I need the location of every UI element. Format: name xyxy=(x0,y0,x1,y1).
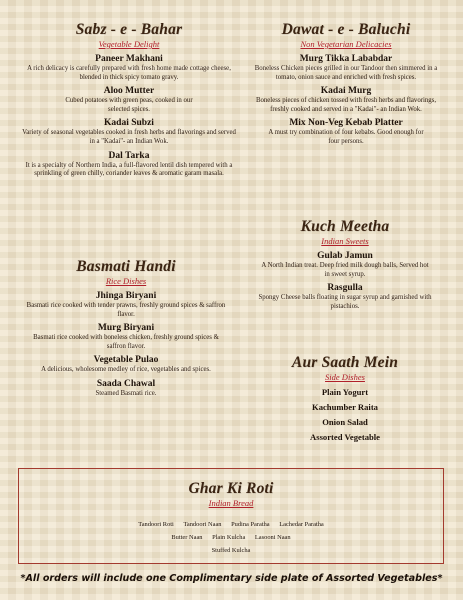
bread-row xyxy=(19,531,443,544)
bread-row xyxy=(19,544,443,557)
item-name: Vegetable Pulao xyxy=(93,355,159,366)
item-desc: Spongy Cheese balls floating in sugar syrup and garnished with pistachios. xyxy=(258,294,432,310)
section-title: Ghar Ki Roti xyxy=(188,480,274,497)
menu-item xyxy=(246,53,446,82)
item-desc: Basmati rice cooked with tender prawns, freshly ground spices & saffron flavor. xyxy=(26,302,226,318)
bread-item: Tandoori Naan xyxy=(183,521,222,528)
section-title: Sabz - e - Bahar xyxy=(75,21,183,38)
item-desc: Cubed potatoes with green peas, cooked in our selected spices. xyxy=(65,97,193,113)
item-desc: A rich delicacy is carefully prepared with fresh home made cottage cheese, blended in thick spicy tomato gravy. xyxy=(27,65,231,81)
footer-note: *All orders will include one Complimentary side plate of Assorted Vegetables* xyxy=(20,573,443,584)
item-desc: Basmati rice cooked with boneless chicken, freshly ground spices & saffron flavor. xyxy=(33,334,219,350)
bread-item: Stuffed Kulcha xyxy=(211,547,251,554)
section-sweets xyxy=(250,218,440,311)
item-name: Kadai Murg xyxy=(320,86,372,97)
menu-item xyxy=(20,150,238,179)
list-item: Onion Salad xyxy=(322,417,368,427)
bread-item: Lasooni Naan xyxy=(254,534,291,541)
item-name: Aloo Mutter xyxy=(103,86,155,97)
list-item: Plain Yogurt xyxy=(321,387,369,397)
item-name: Saada Chawal xyxy=(96,378,156,389)
section-subtitle: Indian Sweets xyxy=(321,236,369,246)
bread-row xyxy=(19,518,443,531)
bread-item: Lachedar Paratha xyxy=(279,521,324,528)
bread-item: Butter Naan xyxy=(171,534,203,541)
menu-item xyxy=(246,85,446,114)
item-desc: A must try combination of four kebabs. Good enough for four persons. xyxy=(268,129,424,145)
item-name: Paneer Makhani xyxy=(95,54,163,64)
item-desc: A delicious, wholesome medley of rice, vegetables and spices. xyxy=(41,366,211,374)
section-rice xyxy=(26,258,226,399)
menu-item xyxy=(26,290,226,319)
menu-item xyxy=(246,117,446,146)
menu-item xyxy=(26,378,226,399)
section-side-dishes xyxy=(270,354,420,445)
item-name: Murg Biryani xyxy=(97,323,155,334)
section-subtitle: Side Dishes xyxy=(325,372,365,382)
item-name: Jhinga Biryani xyxy=(95,291,157,301)
section-subtitle: Vegetable Delight xyxy=(98,39,160,49)
item-name: Dal Tarka xyxy=(108,150,150,161)
item-name: Kadai Subzi xyxy=(104,118,154,129)
section-title: Basmati Handi xyxy=(76,258,176,275)
menu-item xyxy=(26,354,226,375)
menu-item xyxy=(20,117,238,146)
bread-item: Tandoori Roti xyxy=(138,521,174,528)
menu-item xyxy=(250,250,440,279)
section-title: Aur Saath Mein xyxy=(291,354,399,371)
section-title: Kuch Meetha xyxy=(300,218,390,235)
section-title: Dawat - e - Baluchi xyxy=(281,21,411,38)
list-item: Assorted Vegetable xyxy=(310,432,380,442)
menu-item xyxy=(20,53,238,82)
item-name: Gulab Jamun xyxy=(317,251,373,261)
item-desc: Boneless pieces of chicken tossed with fresh herbs and flavorings, freshly cooked and served in a "Kadai"- an Indian Wok. xyxy=(255,97,437,113)
item-name: Murg Tikka Lababdar xyxy=(299,54,393,64)
section-bread xyxy=(18,468,444,564)
section-subtitle: Rice Dishes xyxy=(105,276,147,286)
menu-item xyxy=(20,85,238,114)
item-desc: A North Indian treat. Deep fried milk dough balls, Served hot in sweet syrup. xyxy=(261,262,429,278)
item-desc: It is a specialty of Northern India, a full-flavored lentil dish tempered with a sprinkling of green chilly, coriander leaves & aromatic garam masala. xyxy=(25,161,233,178)
menu-item xyxy=(250,282,440,311)
bread-item: Plain Kulcha xyxy=(212,534,246,541)
list-item: Kachumber Raita xyxy=(312,402,378,412)
item-desc: Steamed Basmati rice. xyxy=(95,389,157,397)
item-name: Mix Non-Veg Kebab Platter xyxy=(289,118,403,129)
item-desc: Boneless Chicken pieces grilled in our Tandoor then simmered in a tomato, onion sauce and enriched with fresh spices. xyxy=(254,65,438,81)
item-name: Rasgulla xyxy=(327,283,363,294)
menu-item xyxy=(26,322,226,351)
section-non-vegetarian xyxy=(246,21,446,147)
item-desc: Variety of seasonal vegetables cooked in fresh herbs and flavorings and served in a "Kadai"- an Indian Wok. xyxy=(22,129,236,145)
bread-item: Pudina Paratha xyxy=(231,521,270,528)
section-subtitle: Non Vegetarian Delicacies xyxy=(300,39,392,49)
section-subtitle: Indian Bread xyxy=(208,498,254,508)
section-vegetable xyxy=(20,21,238,179)
